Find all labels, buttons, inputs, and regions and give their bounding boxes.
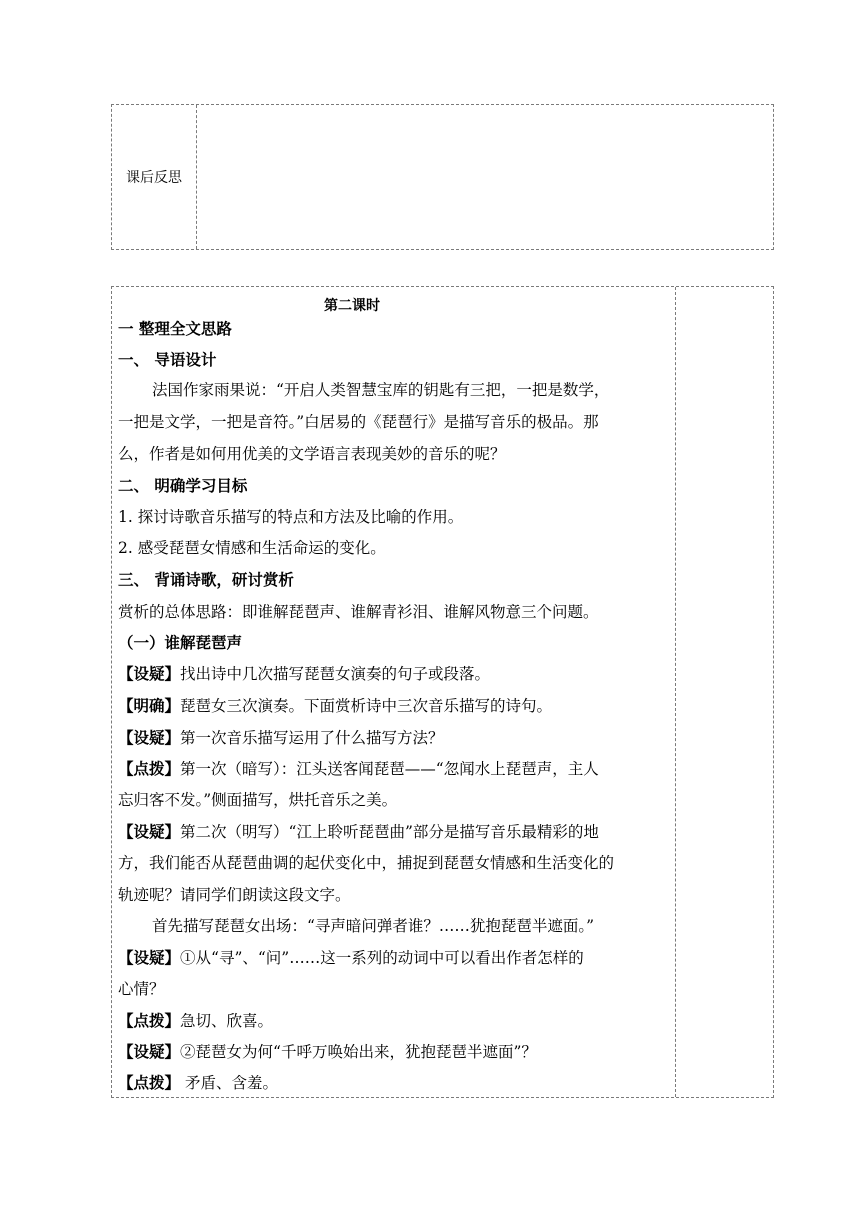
question-line: [118, 1040, 537, 1062]
section-heading: 一、 导语设计: [118, 351, 217, 369]
question-tag: 【设疑】: [118, 729, 181, 747]
question-line-continued: 心情？: [118, 980, 165, 998]
hint-text: 急切、欣喜。: [180, 1012, 274, 1030]
question-tag: 【设疑】: [118, 665, 181, 683]
lesson-table: [111, 286, 774, 1098]
hint-line: [118, 1009, 273, 1031]
subsection-heading: （一）谁解琵琶声: [118, 634, 243, 652]
paragraph-line: 法国作家雨果说：“开启人类智慧宝库的钥匙有三把，一把是数学，: [152, 381, 610, 399]
question-tag: 【设疑】: [118, 949, 181, 967]
paragraph-line: 首先描写琵琶女出场：“寻声暗问弹者谁？……犹抱琵琶半遮面。”: [152, 917, 595, 935]
question-text: 第二次（明写）“江上聆听琵琶曲”部分是描写音乐最精彩的地: [180, 823, 599, 841]
paragraph-line: 赏析的总体思路：即谁解琵琶声、谁解青衫泪、谁解风物意三个问题。: [118, 603, 599, 621]
section-heading: 三、 背诵诗歌，研讨赏析: [118, 571, 294, 589]
hint-text: 第一次（暗写）：江头送客闻琵琶——“忽闻水上琵琶声，主人: [180, 760, 599, 778]
question-tag: 【设疑】: [118, 823, 181, 841]
question-text: 找出诗中几次描写琵琶女演奏的句子或段落。: [180, 665, 491, 683]
hint-line: [118, 757, 599, 779]
goal-item: 2. 感受琵琶女情感和生活命运的变化。: [118, 539, 386, 557]
question-line-continued: 方，我们能否从琵琶曲调的起伏变化中，捕捉到琵琶女情感和生活变化的: [118, 854, 615, 872]
question-line: [118, 946, 584, 968]
section-heading: 二、 明确学习目标: [118, 477, 248, 495]
hint-tag: 【点拨】: [118, 760, 181, 778]
question-text: ②琵琶女为何“千呼万唤始出来，犹抱琵琶半遮面”？: [180, 1043, 537, 1061]
section-heading: 一 整理全文思路: [118, 320, 232, 338]
reflection-table: [111, 104, 774, 250]
question-tag: 【设疑】: [118, 1043, 181, 1061]
goal-item: 1. 探讨诗歌音乐描写的特点和方法及比喻的作用。: [118, 508, 464, 526]
hint-tag: 【点拨】: [118, 1012, 181, 1030]
answer-tag: 【明确】: [118, 697, 181, 715]
question-text: 第一次音乐描写运用了什么描写方法？: [180, 729, 444, 747]
question-line: [118, 726, 444, 748]
lesson-notes-column: [675, 287, 773, 1097]
answer-text: 琵琶女三次演奏。下面赏析诗中三次音乐描写的诗句。: [180, 697, 553, 715]
hint-tag: 【点拨】: [118, 1074, 181, 1092]
reflection-label-cell: [112, 105, 197, 249]
reflection-label: 课后反思: [126, 170, 182, 186]
hint-text: 矛盾、含羞。: [180, 1074, 278, 1092]
paragraph-line: 一把是文学，一把是音符。”白居易的《琵琶行》是描写音乐的极品。那: [118, 413, 599, 431]
answer-line: [118, 694, 552, 716]
question-line: [118, 820, 599, 842]
lesson-title: 第二课时: [324, 298, 380, 314]
hint-line-continued: 忘归客不发。”侧面描写，烘托音乐之美。: [118, 791, 398, 809]
question-line: [118, 662, 490, 684]
question-text: ①从“寻”、“问”……这一系列的动词中可以看出作者怎样的: [180, 949, 584, 967]
paragraph-line: 么，作者是如何用优美的文学语言表现美妙的音乐的呢？: [118, 445, 506, 463]
question-line-continued: 轨迹呢？请同学们朗读这段文字。: [118, 886, 351, 904]
hint-line: [118, 1071, 278, 1093]
